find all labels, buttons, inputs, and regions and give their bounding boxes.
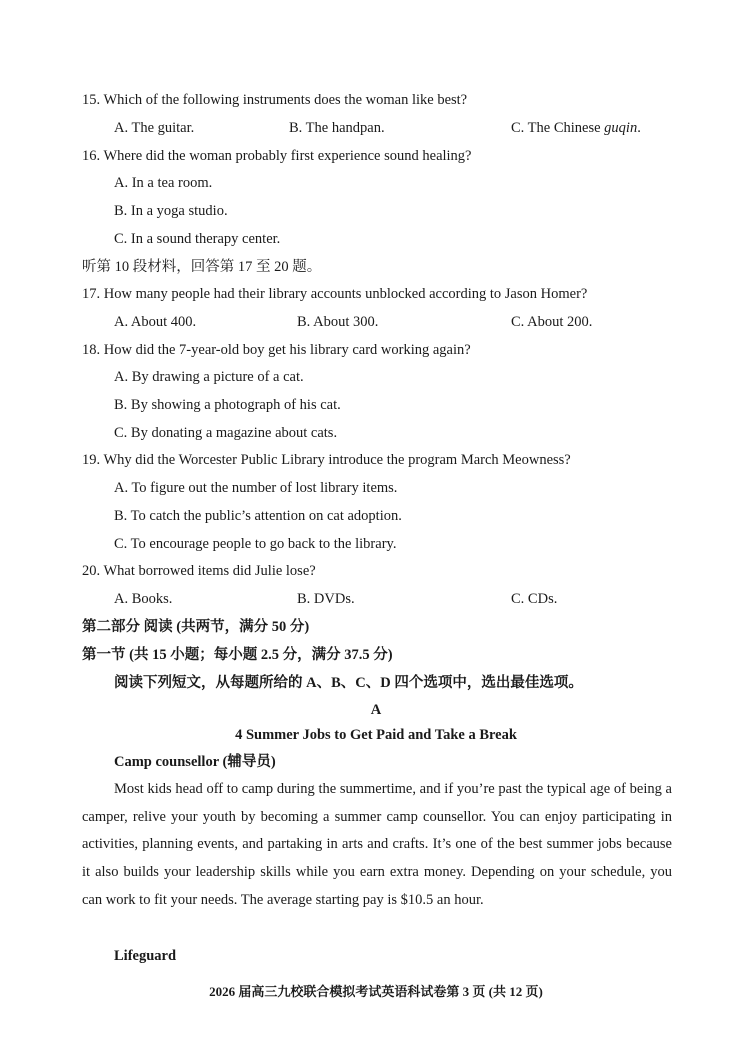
question-16-stem: 16. Where did the woman probably first experience sound healing? xyxy=(82,148,472,164)
listening-instruction: 听第 10 段材料，回答第 17 至 20 题。 xyxy=(82,259,322,275)
job1-heading: Camp counsellor (辅导员) xyxy=(114,754,276,770)
page-footer: 2026 届高三九校联合模拟考试英语科试卷第 3 页 (共 12 页) xyxy=(209,984,543,999)
question-18-option-c: C. By donating a magazine about cats. xyxy=(114,425,338,441)
passage-letter: A xyxy=(370,702,382,718)
question-18-stem: 18. How did the 7-year-old boy get his library card working again? xyxy=(82,342,471,358)
question-15-option-b: B. The handpan. xyxy=(289,120,385,136)
question-20-option-a: A. Books. xyxy=(114,591,173,607)
question-16-option-a: A. In a tea room. xyxy=(114,175,213,191)
question-16-option-b: B. In a yoga studio. xyxy=(114,203,228,219)
part2-title: 第二部分 阅读 (共两节，满分 50 分) xyxy=(82,619,310,635)
section1-title: 第一节 (共 15 小题；每小题 2.5 分，满分 37.5 分) xyxy=(82,647,393,663)
reading-instruction: 阅读下列短文，从每题所给的 A、B、C、D 四个选项中，选出最佳选项。 xyxy=(114,675,583,691)
question-15-option-c: C. The Chinese guqin. xyxy=(511,120,641,136)
question-16-option-c: C. In a sound therapy center. xyxy=(114,231,281,247)
question-15-option-a: A. The guitar. xyxy=(114,120,195,136)
question-18-option-b: B. By showing a photograph of his cat. xyxy=(114,397,341,413)
guqin-italic: guqin xyxy=(604,120,638,136)
question-15-stem: 15. Which of the following instruments does the woman like best? xyxy=(82,92,468,108)
question-19-option-b: B. To catch the public’s attention on cat adoption. xyxy=(114,508,402,524)
question-19-option-c: C. To encourage people to go back to the library. xyxy=(114,536,397,552)
question-17-option-c: C. About 200. xyxy=(511,314,593,330)
question-17-stem: 17. How many people had their library accounts unblocked according to Jason Homer? xyxy=(82,286,588,302)
passage-title: 4 Summer Jobs to Get Paid and Take a Break xyxy=(235,727,517,743)
question-17-option-a: A. About 400. xyxy=(114,314,197,330)
job1-paragraph: Most kids head off to camp during the summertime, and if you’re past the typical age of being a camper, relive your youth by becoming a summer camp counsellor. You can enjoy participating in activities, planning events, and partaking in arts and crafts. It’s one of the best summer jobs because it also builds your leadership skills while you earn extra money. Depending on your schedule, you can work to fit your needs. The average starting pay is $10.5 an hour. xyxy=(82,781,672,908)
question-20-stem: 20. What borrowed items did Julie lose? xyxy=(82,563,316,579)
question-19-option-a: A. To figure out the number of lost library items. xyxy=(114,480,398,496)
question-20-option-b: B. DVDs. xyxy=(297,591,355,607)
question-17-option-b: B. About 300. xyxy=(297,314,379,330)
question-19-stem: 19. Why did the Worcester Public Library introduce the program March Meowness? xyxy=(82,452,571,468)
job2-heading: Lifeguard xyxy=(114,948,177,964)
question-20-option-c: C. CDs. xyxy=(511,591,558,607)
question-18-option-a: A. By drawing a picture of a cat. xyxy=(114,369,304,385)
